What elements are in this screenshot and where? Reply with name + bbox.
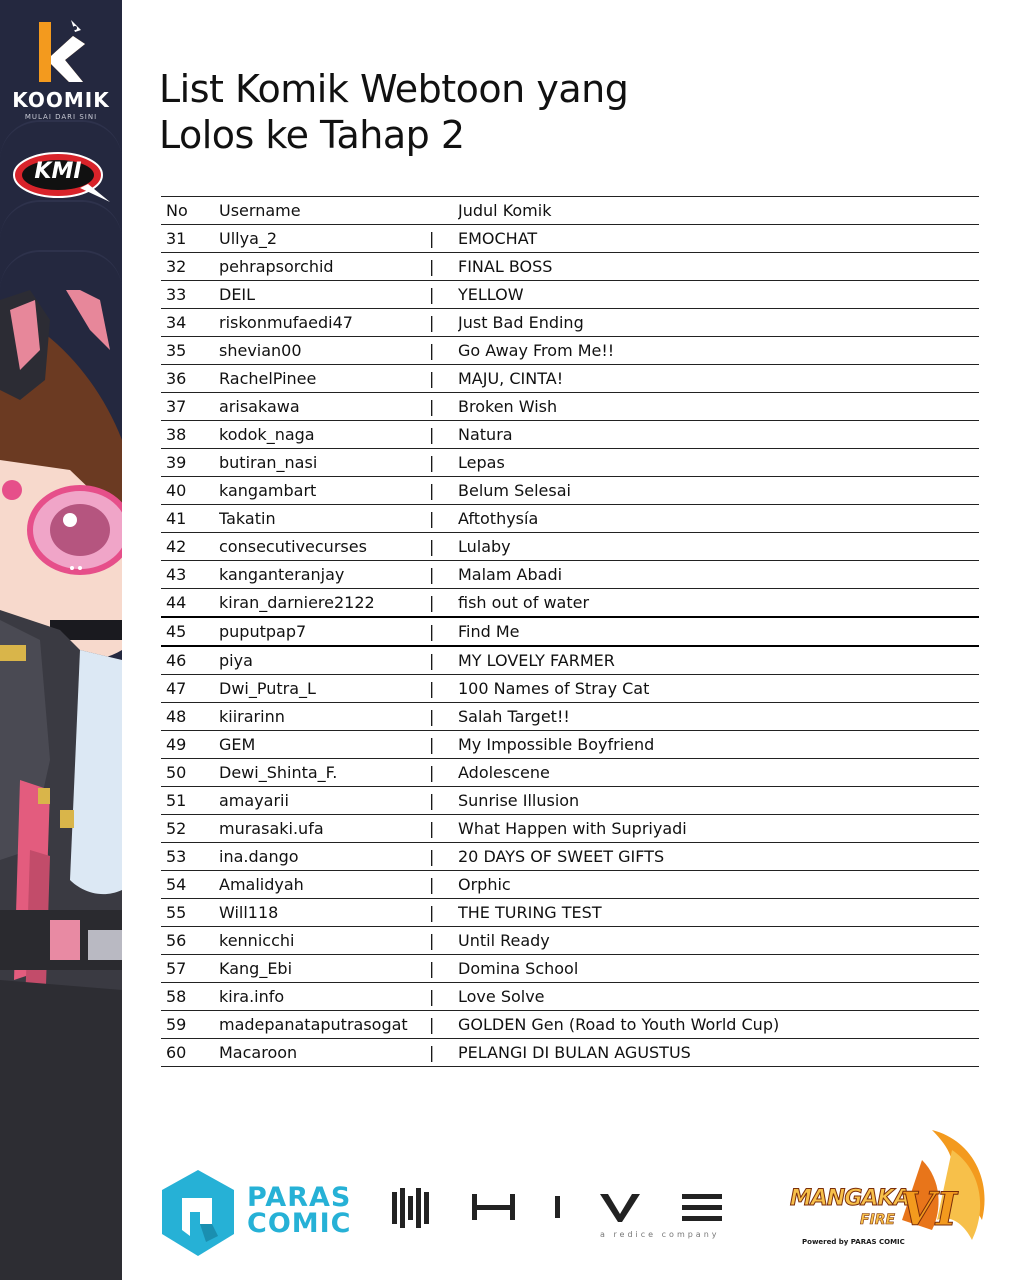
cell-no: 52 — [161, 815, 219, 843]
cell-judul-komik: 20 DAYS OF SWEET GIFTS — [458, 843, 979, 871]
footer-logos — [122, 1110, 1024, 1280]
cell-no: 38 — [161, 421, 219, 449]
cell-judul-komik: Lepas — [458, 449, 979, 477]
cell-judul-komik: GOLDEN Gen (Road to Youth World Cup) — [458, 1011, 979, 1039]
cell-no: 36 — [161, 365, 219, 393]
koomik-logo — [0, 16, 122, 121]
table-row — [161, 477, 979, 505]
cell-judul-komik: Orphic — [458, 871, 979, 899]
table-row — [161, 955, 979, 983]
cell-username: kennicchi — [219, 927, 429, 955]
cell-judul-komik: Lulaby — [458, 533, 979, 561]
cell-separator: | — [429, 253, 458, 281]
cell-username: DEIL — [219, 281, 429, 309]
cell-username: kodok_naga — [219, 421, 429, 449]
cell-judul-komik: Broken Wish — [458, 393, 979, 421]
cell-separator: | — [429, 589, 458, 618]
cell-judul-komik: Just Bad Ending — [458, 309, 979, 337]
koomik-tagline: MULAI DARI SINI — [24, 113, 98, 121]
cell-no: 42 — [161, 533, 219, 561]
cell-username: pehrapsorchid — [219, 253, 429, 281]
cell-no: 32 — [161, 253, 219, 281]
paras-wordmark-line2: COMIC — [247, 1208, 352, 1239]
cell-no: 35 — [161, 337, 219, 365]
cell-judul-komik: Until Ready — [458, 927, 979, 955]
cell-username: kiran_darniere2122 — [219, 589, 429, 618]
mangaka-fire-logo — [782, 1120, 998, 1270]
table-row — [161, 505, 979, 533]
cell-no: 34 — [161, 309, 219, 337]
cell-no: 56 — [161, 927, 219, 955]
cell-no: 58 — [161, 983, 219, 1011]
cell-no: 49 — [161, 731, 219, 759]
cell-no: 45 — [161, 617, 219, 646]
table-row — [161, 1011, 979, 1039]
cell-no: 37 — [161, 393, 219, 421]
cell-judul-komik: FINAL BOSS — [458, 253, 979, 281]
cell-username: kira.info — [219, 983, 429, 1011]
cell-separator: | — [429, 759, 458, 787]
cell-username: arisakawa — [219, 393, 429, 421]
page-title — [159, 66, 628, 158]
header-spacer — [429, 197, 458, 225]
table-body — [161, 225, 979, 1067]
table-row — [161, 253, 979, 281]
results-table — [161, 196, 979, 1067]
table-row — [161, 703, 979, 731]
table-row — [161, 815, 979, 843]
cell-judul-komik: Love Solve — [458, 983, 979, 1011]
table-row — [161, 843, 979, 871]
table-row — [161, 617, 979, 646]
cell-judul-komik: YELLOW — [458, 281, 979, 309]
cell-separator: | — [429, 871, 458, 899]
cell-separator: | — [429, 703, 458, 731]
koomik-k-icon — [31, 16, 91, 86]
table-row — [161, 983, 979, 1011]
hive-wordmark-icon — [390, 1188, 740, 1228]
paras-wordmark-line1: PARAS — [247, 1182, 352, 1213]
cell-no: 53 — [161, 843, 219, 871]
cell-username: GEM — [219, 731, 429, 759]
cell-no: 31 — [161, 225, 219, 253]
cell-separator: | — [429, 731, 458, 759]
cell-judul-komik: Find Me — [458, 617, 979, 646]
cell-separator: | — [429, 449, 458, 477]
cell-judul-komik: My Impossible Boyfriend — [458, 731, 979, 759]
cell-username: Takatin — [219, 505, 429, 533]
header-judul-komik: Judul Komik — [458, 197, 979, 225]
cell-judul-komik: 100 Names of Stray Cat — [458, 675, 979, 703]
cell-no: 40 — [161, 477, 219, 505]
koomik-wordmark: KOOMIK — [12, 88, 110, 112]
hive-tagline: a redice company — [600, 1230, 720, 1239]
table-row — [161, 281, 979, 309]
table-row — [161, 393, 979, 421]
table-row — [161, 421, 979, 449]
cell-separator: | — [429, 365, 458, 393]
cell-no: 47 — [161, 675, 219, 703]
cell-no: 46 — [161, 646, 219, 675]
cell-judul-komik: MY LOVELY FARMER — [458, 646, 979, 675]
mangaka-fire-text: FIRE — [860, 1212, 896, 1228]
cell-username: kangambart — [219, 477, 429, 505]
cell-judul-komik: Natura — [458, 421, 979, 449]
banner-wave — [0, 250, 122, 292]
cell-separator: | — [429, 309, 458, 337]
cell-judul-komik: Domina School — [458, 955, 979, 983]
table-row — [161, 1039, 979, 1067]
paras-comic-wordmark — [247, 1182, 352, 1239]
cell-no: 59 — [161, 1011, 219, 1039]
page-title-line1: List Komik Webtoon yang — [159, 67, 629, 111]
cell-username: riskonmufaedi47 — [219, 309, 429, 337]
cell-username: Macaroon — [219, 1039, 429, 1067]
cell-username: ina.dango — [219, 843, 429, 871]
cell-separator: | — [429, 477, 458, 505]
cell-username: consecutivecurses — [219, 533, 429, 561]
page-title-line2: Lolos ke Tahap 2 — [159, 113, 465, 157]
cell-separator: | — [429, 393, 458, 421]
banner-wave — [0, 200, 122, 242]
kmi-wordmark: KMI — [34, 159, 82, 184]
table-row — [161, 337, 979, 365]
cell-separator: | — [429, 533, 458, 561]
cell-judul-komik: MAJU, CINTA! — [458, 365, 979, 393]
cell-username: shevian00 — [219, 337, 429, 365]
table-row — [161, 759, 979, 787]
cell-separator: | — [429, 225, 458, 253]
cell-username: Ullya_2 — [219, 225, 429, 253]
cell-separator: | — [429, 421, 458, 449]
cell-no: 60 — [161, 1039, 219, 1067]
cell-no: 39 — [161, 449, 219, 477]
cell-username: RachelPinee — [219, 365, 429, 393]
cell-no: 43 — [161, 561, 219, 589]
table-row — [161, 871, 979, 899]
cell-separator: | — [429, 927, 458, 955]
cell-judul-komik: Salah Target!! — [458, 703, 979, 731]
cell-separator: | — [429, 983, 458, 1011]
cell-separator: | — [429, 955, 458, 983]
cell-judul-komik: Adolescene — [458, 759, 979, 787]
table-row — [161, 731, 979, 759]
cell-no: 48 — [161, 703, 219, 731]
table-row — [161, 533, 979, 561]
table-row — [161, 787, 979, 815]
mangaka-powered-by: Powered by PARAS COMIC — [802, 1238, 905, 1246]
cell-judul-komik: Malam Abadi — [458, 561, 979, 589]
cell-judul-komik: Belum Selesai — [458, 477, 979, 505]
table-row — [161, 561, 979, 589]
paras-hexagon-icon — [160, 1168, 238, 1258]
table-row — [161, 449, 979, 477]
cell-separator: | — [429, 899, 458, 927]
cell-separator: | — [429, 787, 458, 815]
cell-separator: | — [429, 1039, 458, 1067]
paras-comic-logo — [160, 1168, 360, 1258]
cell-separator: | — [429, 646, 458, 675]
table-row — [161, 225, 979, 253]
cell-separator: | — [429, 281, 458, 309]
cell-separator: | — [429, 561, 458, 589]
cell-username: murasaki.ufa — [219, 815, 429, 843]
cell-no: 54 — [161, 871, 219, 899]
cell-separator: | — [429, 815, 458, 843]
table-row — [161, 365, 979, 393]
cell-judul-komik: What Happen with Supriyadi — [458, 815, 979, 843]
cell-username: Dewi_Shinta_F. — [219, 759, 429, 787]
cell-username: puputpap7 — [219, 617, 429, 646]
kmi-logo — [10, 148, 114, 206]
header-username: Username — [219, 197, 429, 225]
cell-username: Kang_Ebi — [219, 955, 429, 983]
table-row — [161, 309, 979, 337]
cell-username: Amalidyah — [219, 871, 429, 899]
cell-separator: | — [429, 617, 458, 646]
table-row — [161, 589, 979, 618]
cell-judul-komik: EMOCHAT — [458, 225, 979, 253]
table-header-row — [161, 197, 979, 225]
cell-judul-komik: Go Away From Me!! — [458, 337, 979, 365]
cell-username: amayarii — [219, 787, 429, 815]
mangaka-edition: VI — [900, 1182, 958, 1236]
header-no: No — [161, 197, 219, 225]
table-row — [161, 899, 979, 927]
cell-judul-komik: THE TURING TEST — [458, 899, 979, 927]
cell-username: madepanataputrasogat — [219, 1011, 429, 1039]
cell-no: 41 — [161, 505, 219, 533]
cell-no: 44 — [161, 589, 219, 618]
table-row — [161, 675, 979, 703]
left-banner — [0, 0, 122, 1280]
cell-no: 57 — [161, 955, 219, 983]
cell-username: butiran_nasi — [219, 449, 429, 477]
table-row — [161, 927, 979, 955]
cell-separator: | — [429, 1011, 458, 1039]
cell-username: kiirarinn — [219, 703, 429, 731]
cell-username: Will118 — [219, 899, 429, 927]
cell-judul-komik: fish out of water — [458, 589, 979, 618]
cell-separator: | — [429, 843, 458, 871]
cell-separator: | — [429, 337, 458, 365]
cell-judul-komik: Aftothysía — [458, 505, 979, 533]
cell-no: 33 — [161, 281, 219, 309]
cell-no: 55 — [161, 899, 219, 927]
hive-logo — [390, 1188, 740, 1248]
table-row — [161, 646, 979, 675]
mangaka-wordmark: MANGAKA — [790, 1186, 910, 1211]
cell-username: Dwi_Putra_L — [219, 675, 429, 703]
cell-judul-komik: PELANGI DI BULAN AGUSTUS — [458, 1039, 979, 1067]
cell-separator: | — [429, 675, 458, 703]
cell-username: piya — [219, 646, 429, 675]
cell-judul-komik: Sunrise Illusion — [458, 787, 979, 815]
cell-no: 51 — [161, 787, 219, 815]
mascot-illustration — [0, 290, 122, 1280]
cell-separator: | — [429, 505, 458, 533]
cell-username: kanganteranjay — [219, 561, 429, 589]
cell-no: 50 — [161, 759, 219, 787]
